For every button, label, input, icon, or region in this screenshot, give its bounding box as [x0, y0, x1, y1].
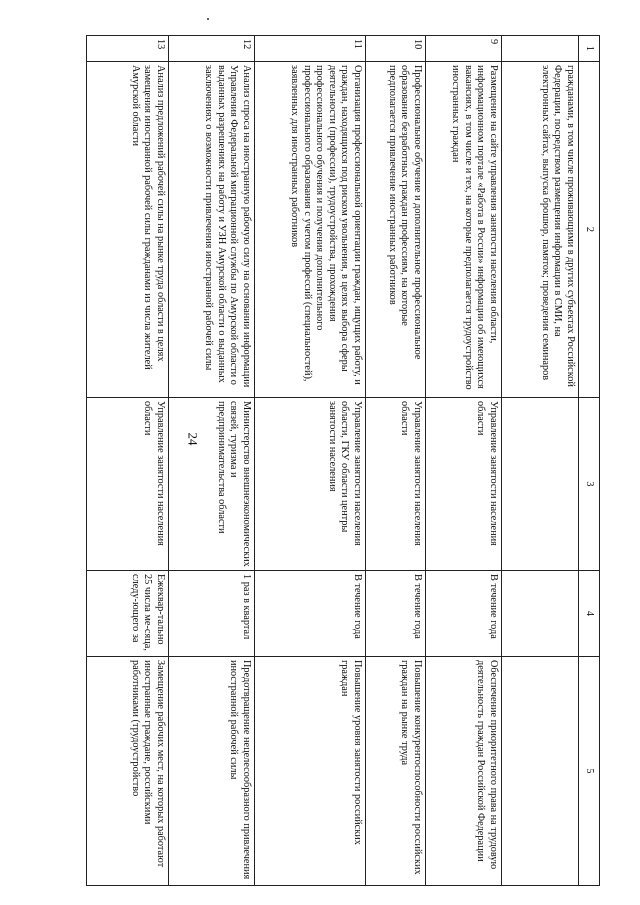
table-row [87, 36, 169, 886]
row-period: 1 раз в квартал [169, 571, 255, 657]
row-activity: гражданами, в том числе проживающими в других субъектах Российской Федерации, посредством размещения информации в СМИ, на электронных сайтах, выпуска брошюр, памяток; проведения семинаров [502, 62, 579, 398]
table-row [366, 36, 426, 886]
row-activity: Организация профессиональной ориентации граждан, ищущих работу, и граждан, находящихся под риском увольнения, в целях выбора сферы деятельности (профессии), трудоустройства, прохождения профессионального обучения и получения дополнительного профессионального образования с учетом профессий (специальностей), заявленных для иностранных работников [255, 62, 366, 398]
table-row [169, 36, 255, 886]
row-result: Повышение конкурентоспособности российских граждан на рынке труда [366, 657, 426, 886]
header-col-2: 2 [579, 62, 600, 398]
header-col-1: 1 [579, 36, 600, 62]
row-number: 13 [87, 36, 169, 62]
table-row [255, 36, 366, 886]
table-row [426, 36, 502, 886]
row-number: 9 [426, 36, 502, 62]
row-period: В течение года [255, 571, 366, 657]
row-executor: Управление занятости населения области, ГКУ области центры занятости населения [255, 398, 366, 571]
row-result: Замещение рабочих мест, на которых работают иностранные граждане, российскими работниками (трудоустройство [87, 657, 169, 886]
header-col-5: 5 [579, 657, 600, 886]
table-header-row [579, 36, 600, 886]
row-result: Предотвращение нецелесообразного привлечения иностранной рабочей силы [169, 657, 255, 886]
row-executor: Управление занятости населения области [87, 398, 169, 571]
measures-table [86, 35, 600, 886]
row-result: Обеспечение приоритетного права на трудовую деятельность граждан Российской Федерации [426, 657, 502, 886]
row-result [502, 657, 579, 886]
row-result: Повышение уровня занятости российских граждан [255, 657, 366, 886]
row-period: Ежеквар-тально 25 числа ме-сяца, следу-ющего за [87, 571, 169, 657]
row-period: В течение года [366, 571, 426, 657]
table-row [502, 36, 579, 886]
header-col-3: 3 [579, 398, 600, 571]
row-executor: Министерство внешнеэкономических связей, туризма и предпринимательства области [169, 398, 255, 571]
row-number: 11 [255, 36, 366, 62]
row-activity: Профессиональное обучение и дополнительное профессиональное образование безработных граждан профессиям, на которые предполагается привлечение иностранных работников [366, 62, 426, 398]
row-executor: Управление занятости населения области [426, 398, 502, 571]
row-period [502, 571, 579, 657]
row-activity: Анализ предложений рабочей силы на рынке труда области в целях замещения иностранной рабочей силы гражданами из числа жителей Амурской области [87, 62, 169, 398]
row-number: 10 [366, 36, 426, 62]
page-number: 24 [185, 432, 201, 446]
row-period: В течение года [426, 571, 502, 657]
row-activity: Размещение на сайте управления занятости населения области, информационном портале «Работа в России» информации об имеющихся вакансиях, в том числе и тех, на которые предполагается трудоустройство иностранных граждан [426, 62, 502, 398]
row-activity: Анализ спроса на иностранную рабочую силу на основании информации Управления Федеральной миграционной службы по Амурской области о выданных разрешениях на работу и УЗН Амурской области о выданных заключениях о возможности привлечения иностранной рабочей силы [169, 62, 255, 398]
rotated-page-content [60, 35, 600, 885]
row-number [502, 36, 579, 62]
row-executor [502, 398, 579, 571]
row-executor: Управление занятости населения области [366, 398, 426, 571]
scan-speck [207, 18, 209, 20]
row-number: 12 [169, 36, 255, 62]
header-col-4: 4 [579, 571, 600, 657]
